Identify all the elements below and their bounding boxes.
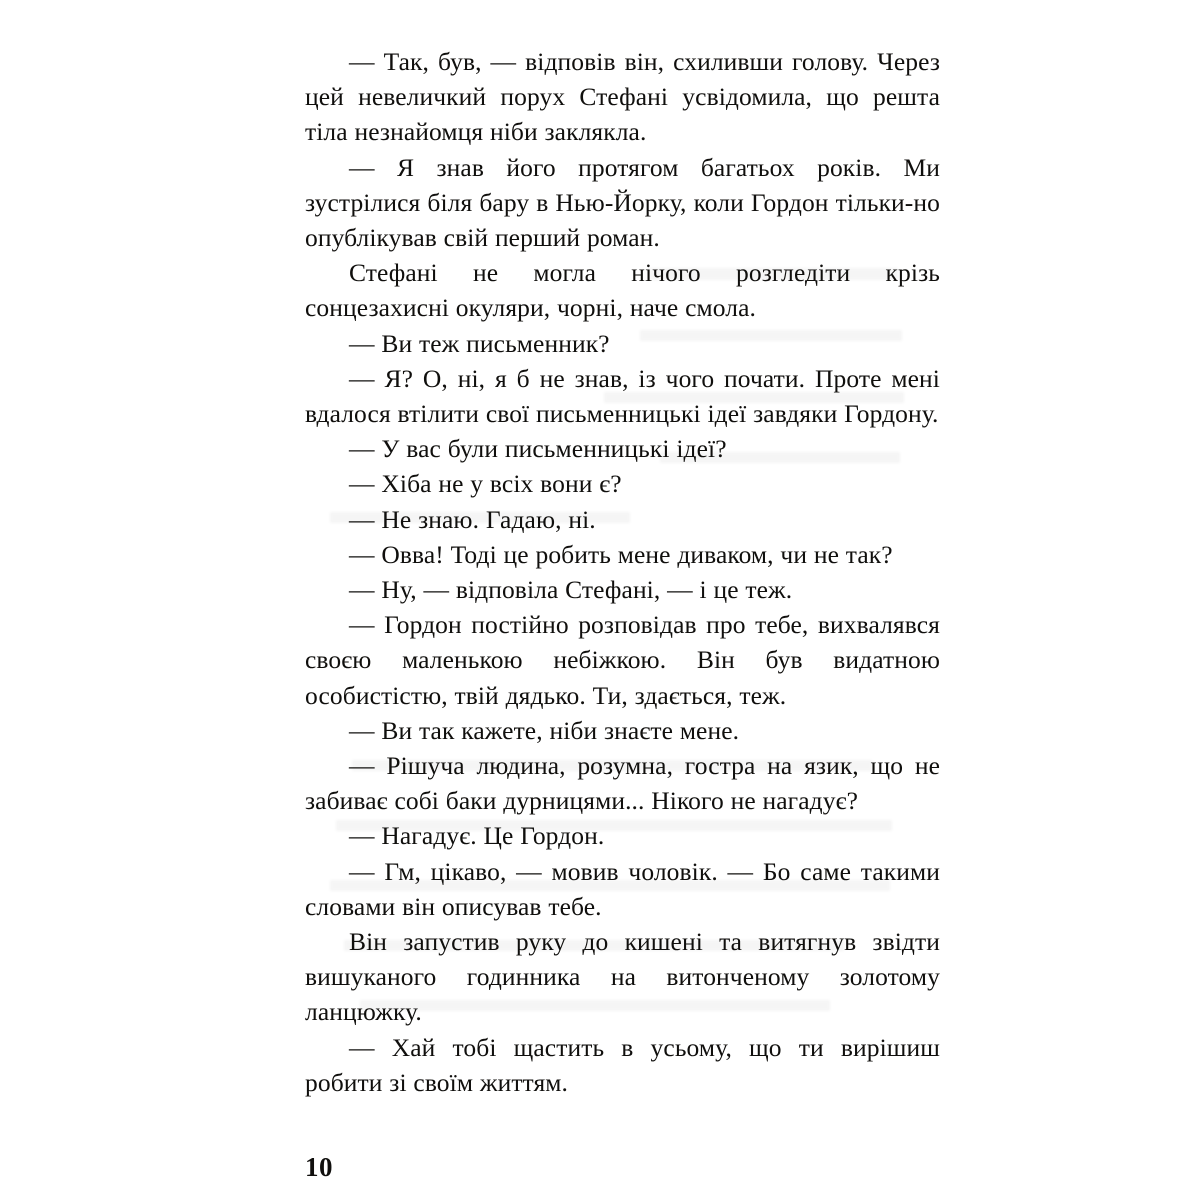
paragraph: — У вас були письменницькі ідеї? bbox=[349, 434, 727, 464]
page-number: 10 bbox=[305, 1152, 333, 1182]
paragraph: — Ну, — відповіла Стефані, — і це теж. bbox=[349, 575, 793, 605]
paragraph: — Я знав його протягом багатьох років. Ми зустрілися біля бару в Нью-Йорку, коли Гордон тільки-но опублікував свій перший роман. bbox=[305, 152, 940, 253]
paragraph: — Рішуча людина, розумна, гостра на язик, що не забиває собі баки дурницями... Нікого не нагадує? bbox=[305, 751, 940, 816]
paragraph: Стефані не могла нічого розгледіти крізь сонцезахисні окуляри, чорні, наче смола. bbox=[305, 258, 940, 323]
paragraph: — Хай тобі щастить в усьому, що ти вирішиш робити зі своїм життям. bbox=[305, 1032, 940, 1097]
paragraph: — Овва! Тоді це робить мене диваком, чи не так? bbox=[349, 539, 893, 569]
paragraph: — Я? О, ні, я б не знав, із чого почати. Проте мені вдалося втілити свої письменницькі ідеї завдяки Гордону. bbox=[305, 363, 940, 429]
paragraph: — Не знаю. Гадаю, ні. bbox=[349, 504, 596, 534]
paragraph: — Ви теж письменник? bbox=[349, 328, 610, 358]
paragraph: — Гордон постійно розповідав про тебе, вихвалявся своєю маленькою небіжкою. Він був видатною особистістю, твій дядько. Ти, здається, теж. bbox=[305, 610, 940, 710]
paragraph: — Гм, цікаво, — мовив чоловік. — Бо саме такими словами він описував тебе. bbox=[305, 856, 940, 921]
paragraph: — Хіба не у всіх вони є? bbox=[349, 469, 622, 499]
paragraph: Він запустив руку до кишені та витягнув звідти вишуканого годинника на витонченому золотому ланцюжку. bbox=[305, 927, 940, 1027]
body-text-column bbox=[305, 44, 940, 1100]
paragraph: — Ви так кажете, ніби знаєте мене. bbox=[349, 715, 740, 745]
paragraph: — Нагадує. Це Гордон. bbox=[349, 821, 605, 851]
paragraph: — Так, був, — відповів він, схиливши голову. Через цей невеличкий порух Стефані усвідомила, що решта тіла незнайомця ніби заклякла. bbox=[305, 47, 940, 147]
